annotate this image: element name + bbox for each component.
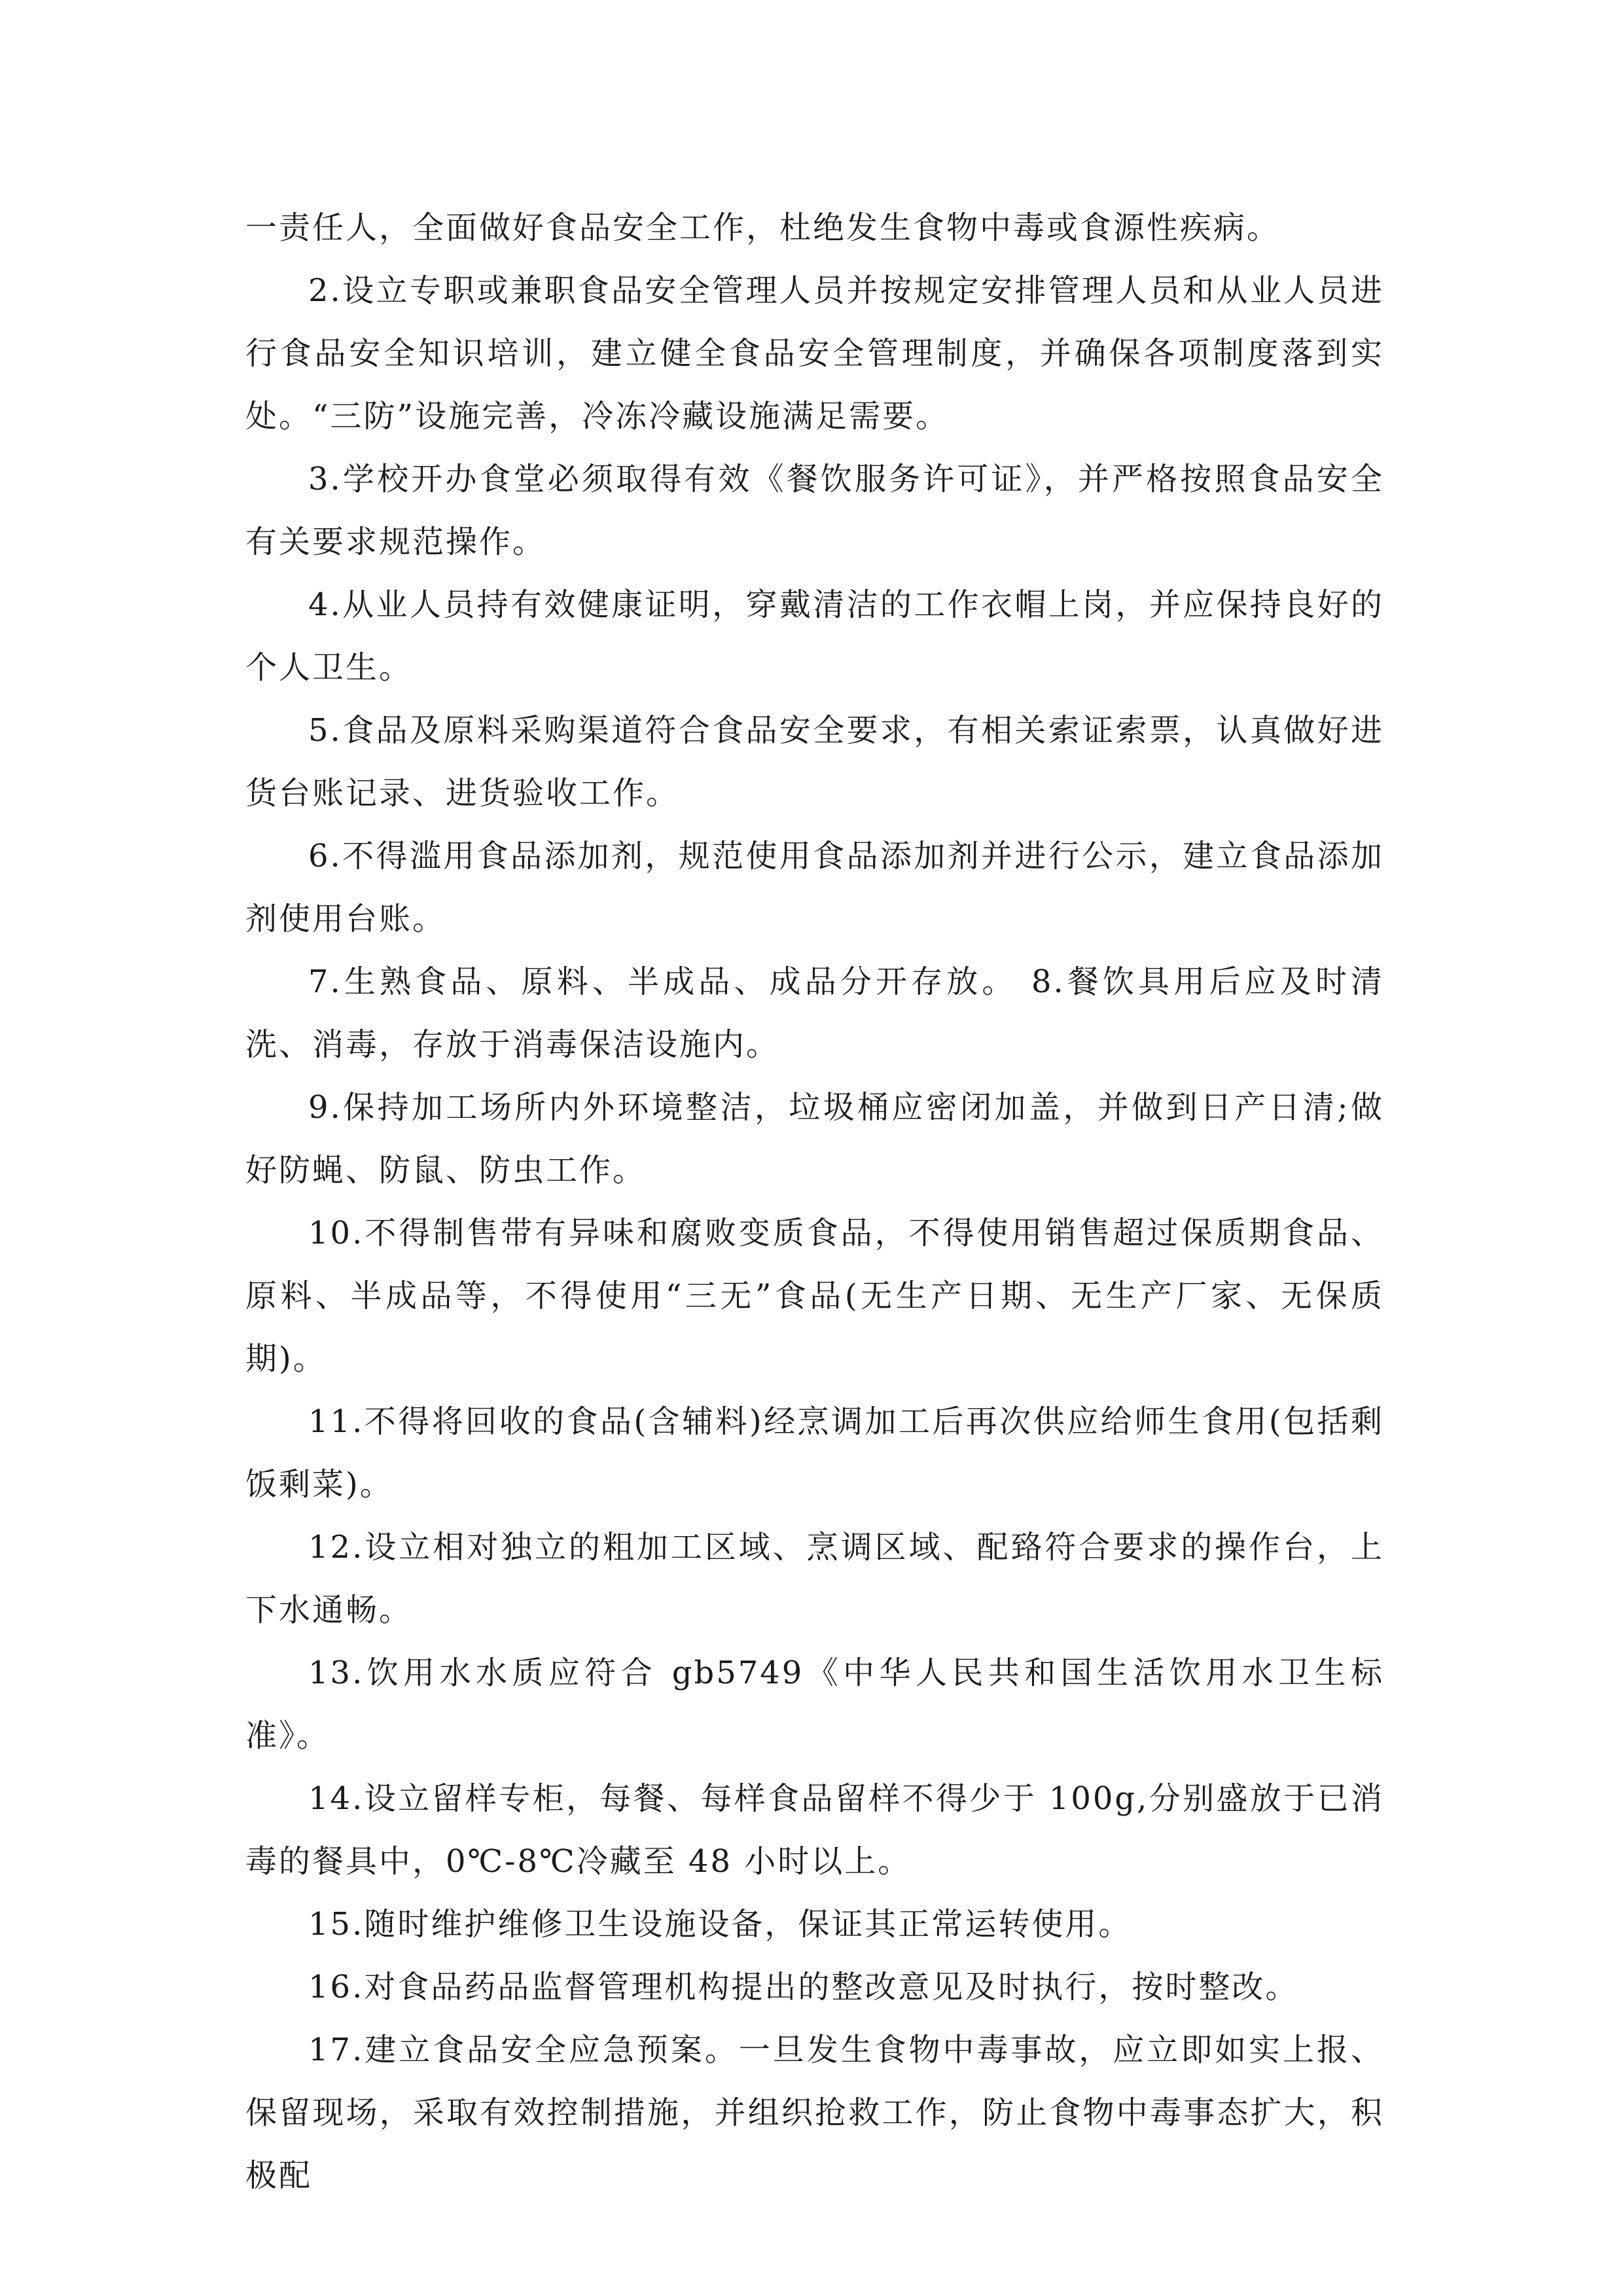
paragraph-7: 7.生熟食品、原料、半成品、成品分开存放。 8.餐饮具用后应及时清洗、消毒，存放于消毒保洁设施内。 bbox=[245, 963, 1384, 1063]
paragraph-3: 3.学校开办食堂必须取得有效《餐饮服务许可证》，并严格按照食品安全有关要求规范操作。 bbox=[245, 461, 1384, 560]
paragraph-5: 5.食品及原料采购渠道符合食品安全要求，有相关索证索票，认真做好进货台账记录、进货验收工作。 bbox=[245, 712, 1384, 812]
paragraph-14: 15.随时维护维修卫生设施设备，保证其正常运转使用。 bbox=[308, 1906, 1132, 1943]
paragraph-12: 13.饮用水水质应符合 gb5749《中华人民共和国生活饮用水卫生标准》。 bbox=[245, 1655, 1384, 1754]
paragraph-16: 17.建立食品安全应急预案。一旦发生食物中毒事故，应立即如实上报、保留现场，采取有效控制措施，并组织抢救工作，防止食物中毒事态扩大，积极配 bbox=[245, 2032, 1384, 2194]
paragraph-9: 10.不得制售带有异味和腐败变质食品，不得使用销售超过保质期食品、原料、半成品等，不得使用“三无”食品(无生产日期、无生产厂家、无保质期)。 bbox=[245, 1215, 1384, 1377]
paragraph-11: 12.设立相对独立的粗加工区域、烹调区域、配臵符合要求的操作台，上下水通畅。 bbox=[245, 1529, 1384, 1628]
paragraph-8: 9.保持加工场所内外环境整洁，垃圾桶应密闭加盖，并做到日产日清;做好防蝇、防鼠、防虫工作。 bbox=[245, 1089, 1384, 1189]
paragraph-6: 6.不得滥用食品添加剂，规范使用食品添加剂并进行公示，建立食品添加剂使用台账。 bbox=[245, 838, 1384, 937]
paragraph-10: 11.不得将回收的食品(含辅料)经烹调加工后再次供应给师生食用(包括剩饭剩菜)。 bbox=[245, 1403, 1384, 1503]
paragraph-13: 14.设立留样专柜，每餐、每样食品留样不得少于 100g,分别盛放于已消毒的餐具中，0℃-8℃冷藏至 48 小时以上。 bbox=[245, 1780, 1384, 1880]
document-body bbox=[245, 196, 1384, 2207]
paragraph-2: 2.设立专职或兼职食品安全管理人员并按规定安排管理人员和从业人员进行食品安全知识培训，建立健全食品安全管理制度，并确保各项制度落到实处。“三防”设施完善，冷冻冷藏设施满足需要。 bbox=[245, 272, 1384, 435]
paragraph-1: 一责任人，全面做好食品安全工作，杜绝发生食物中毒或食源性疾病。 bbox=[245, 209, 1281, 246]
paragraph-4: 4.从业人员持有效健康证明，穿戴清洁的工作衣帽上岗，并应保持良好的个人卫生。 bbox=[245, 586, 1384, 686]
paragraph-15: 16.对食品药品监督管理机构提出的整改意见及时执行，按时整改。 bbox=[308, 1969, 1299, 2005]
